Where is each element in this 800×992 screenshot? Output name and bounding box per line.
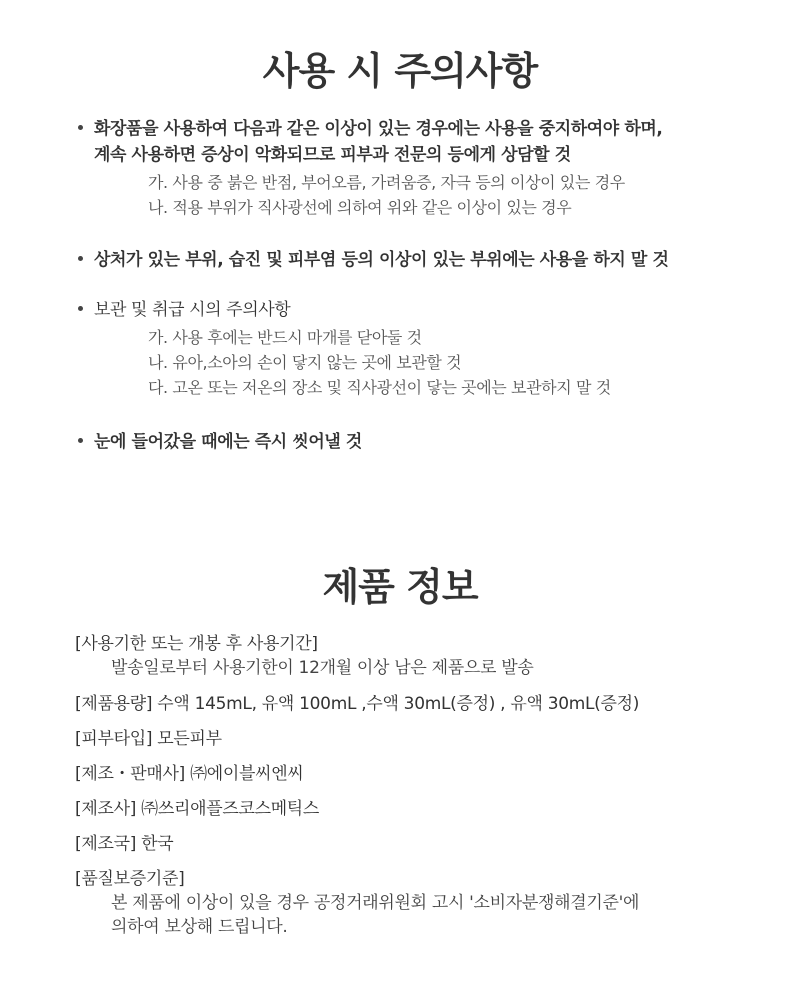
caution-item-2 <box>78 247 768 273</box>
info-key: [품질보증기준] <box>75 869 185 889</box>
info-row-seller <box>75 762 775 786</box>
sub-list <box>148 325 768 400</box>
caution-text: 상처가 있는 부위, 습진 및 피부염 등의 이상이 있는 부위에는 사용을 하지 말 것 <box>94 250 669 270</box>
bullet-icon <box>78 438 83 443</box>
caution-title: 사용 시 주의사항 <box>262 49 538 93</box>
info-value: ㈜에이블씨엔씨 <box>184 764 304 784</box>
info-title: 제품 정보 <box>322 565 478 609</box>
info-row-expiry <box>75 632 775 680</box>
sub-list <box>148 170 768 220</box>
caution-text: 보관 및 취급 시의 주의사항 <box>94 300 291 320</box>
info-key: [제품용량] <box>75 694 153 714</box>
info-value: 수액 145mL, 유액 100mL ,수액 30mL(증정) , 유액 30mL(증정) <box>152 694 640 714</box>
sub-item: 가. 사용 중 붉은 반점, 부어오름, 가려움증, 자극 등의 이상이 있는 경우 <box>148 173 625 192</box>
info-detail: 본 제품에 이상이 있을 경우 공정거래위원회 고시 '소비자분쟁해결기준'에 <box>111 893 640 913</box>
bullet-icon <box>78 306 83 311</box>
bullet-icon <box>78 125 83 130</box>
info-row-quality <box>75 867 775 939</box>
info-key: [제조사] <box>75 799 137 819</box>
sub-item: 나. 유아,소아의 손이 닿지 않는 곳에 보관할 것 <box>148 353 462 372</box>
caution-item-1 <box>78 116 768 220</box>
info-detail: 발송일로부터 사용기한이 12개월 이상 남은 제품으로 발송 <box>111 658 534 678</box>
info-key: [제조・판매사] <box>75 764 185 784</box>
sub-item: 나. 적용 부위가 직사광선에 의하여 위와 같은 이상이 있는 경우 <box>148 198 572 217</box>
info-key: [피부타입] <box>75 729 153 749</box>
info-value: 한국 <box>136 834 174 854</box>
caution-text: 눈에 들어갔을 때에는 즉시 씻어낼 것 <box>94 432 362 452</box>
info-row-country <box>75 832 775 856</box>
sub-item: 가. 사용 후에는 반드시 마개를 닫아둘 것 <box>148 328 422 347</box>
caution-item-4 <box>78 429 768 455</box>
info-row-manufacturer <box>75 797 775 821</box>
sub-item: 다. 고온 또는 저온의 장소 및 직사광선이 닿는 곳에는 보관하지 말 것 <box>148 378 611 397</box>
caution-text: 화장품을 사용하여 다음과 같은 이상이 있는 경우에는 사용을 중지하여야 하며, <box>94 119 663 139</box>
info-key: [사용기한 또는 개봉 후 사용기간] <box>75 634 318 654</box>
info-value: ㈜쓰리애플즈코스메틱스 <box>136 799 320 819</box>
info-detail: 의하여 보상해 드립니다. <box>111 917 288 937</box>
info-row-volume <box>75 692 775 716</box>
info-row-skin-type <box>75 727 775 751</box>
caution-text: 계속 사용하면 증상이 악화되므로 피부과 전문의 등에게 상담할 것 <box>94 145 571 165</box>
caution-item-3 <box>78 297 768 400</box>
bullet-icon <box>78 256 83 261</box>
info-value: 모든피부 <box>152 729 222 749</box>
info-key: [제조국] <box>75 834 137 854</box>
